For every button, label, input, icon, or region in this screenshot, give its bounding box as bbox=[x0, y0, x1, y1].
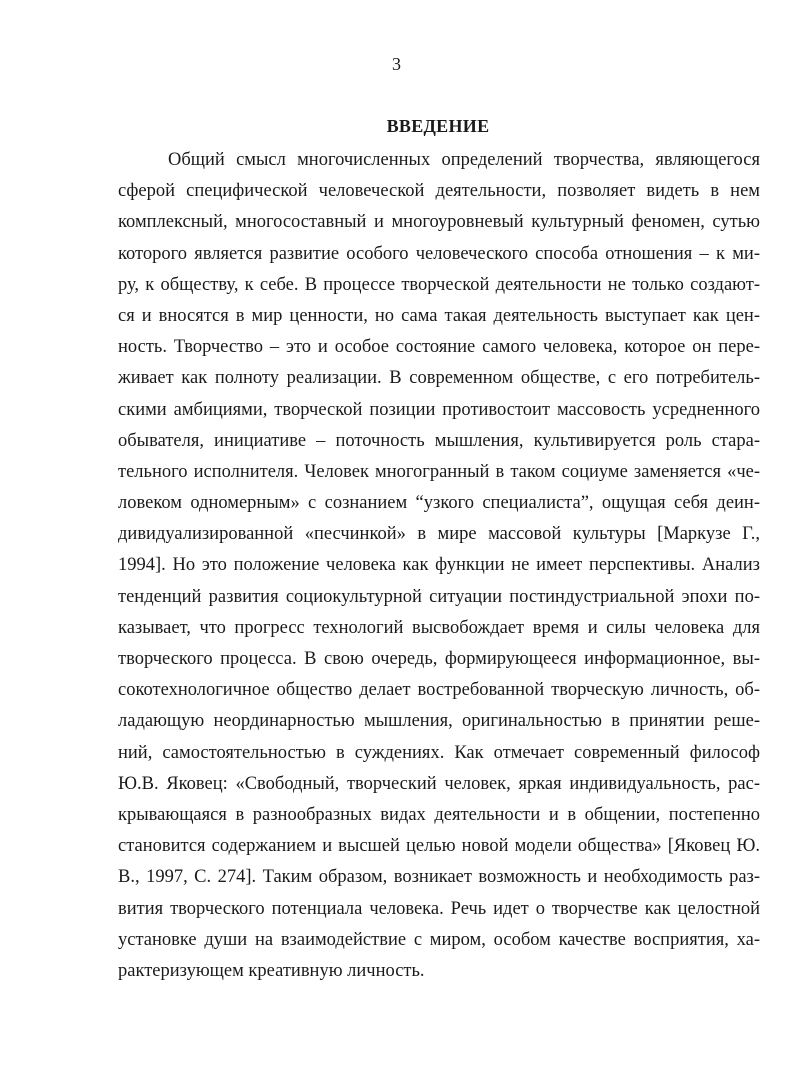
text-line: В., 1997, С. 274]. Таким образом, возникает возможность и необходимость раз- bbox=[118, 867, 760, 888]
text-line: вития творческого потенциала человека. Речь идет о творчестве как целостной bbox=[118, 898, 760, 919]
text-line: ру, к обществу, к себе. В процессе творческой деятельности не только создают- bbox=[118, 274, 760, 295]
text-line: сферой специфической человеческой деятельности, позволяет видеть в нем bbox=[118, 181, 760, 202]
text-line: казывает, что прогресс технологий высвобождает время и силы человека для bbox=[118, 617, 760, 638]
text-line: тенденций развития социокультурной ситуации постиндустриальной эпохи по- bbox=[118, 586, 760, 607]
text-line: творческого процесса. В свою очередь, формирующееся информационное, вы- bbox=[118, 649, 760, 669]
text-line: ловеком одномерным» с сознанием “узкого специалиста”, ощущая себя деин- bbox=[118, 493, 760, 514]
text-line: тельного исполнителя. Человек многогранный в таком социуме заменяется «че- bbox=[118, 461, 760, 482]
text-line: ладающую неординарностью мышления, оригинальностью в принятии реше- bbox=[118, 711, 760, 732]
text-line: дивидуализированной «песчинкой» в мире массовой культуры [Маркузе Г., bbox=[118, 524, 760, 545]
text-line: рактеризующем креативную личность. bbox=[118, 960, 425, 981]
text-line: Общий смысл многочисленных определений творчества, являющегося bbox=[168, 150, 760, 170]
text-line: которого является развитие особого человеческого способа отношения – к ми- bbox=[118, 243, 760, 264]
text-line: установке души на взаимодействие с миром, особом качестве восприятия, ха- bbox=[118, 929, 760, 950]
text-line: живает как полноту реализации. В современном обществе, с его потребитель- bbox=[118, 368, 760, 389]
introduction-paragraph bbox=[118, 145, 760, 987]
text-line: обывателя, инициативе – поточность мышления, культивируется роль стара- bbox=[118, 430, 760, 451]
text-line: 1994]. Но это положение человека как функции не имеет перспективы. Анализ bbox=[118, 555, 760, 576]
page-number: 3 bbox=[392, 54, 401, 74]
text-line: ний, самостоятельностью в суждениях. Как отмечает современный философ bbox=[118, 742, 760, 763]
text-line: комплексный, многосоставный и многоуровневый культурный феномен, сутью bbox=[118, 212, 760, 233]
text-line: ность. Творчество – это и особое состояние самого человека, которое он пере- bbox=[118, 337, 760, 358]
text-line: сокотехнологичное общество делает востребованной творческую личность, об- bbox=[118, 680, 760, 701]
text-line: скими амбициями, творческой позиции противостоит массовость усредненного bbox=[118, 399, 760, 420]
text-line: Ю.В. Яковец: «Свободный, творческий человек, яркая индивидуальность, рас- bbox=[118, 773, 760, 794]
text-line: ся и вносятся в мир ценности, но сама такая деятельность выступает как цен- bbox=[118, 305, 760, 326]
text-line: становится содержанием и высшей целью новой модели общества» [Яковец Ю. bbox=[118, 836, 760, 857]
text-line: крывающаяся в разнообразных видах деятельности и в общении, постепенно bbox=[118, 804, 760, 825]
page-heading: ВВЕДЕНИЕ bbox=[386, 116, 490, 136]
